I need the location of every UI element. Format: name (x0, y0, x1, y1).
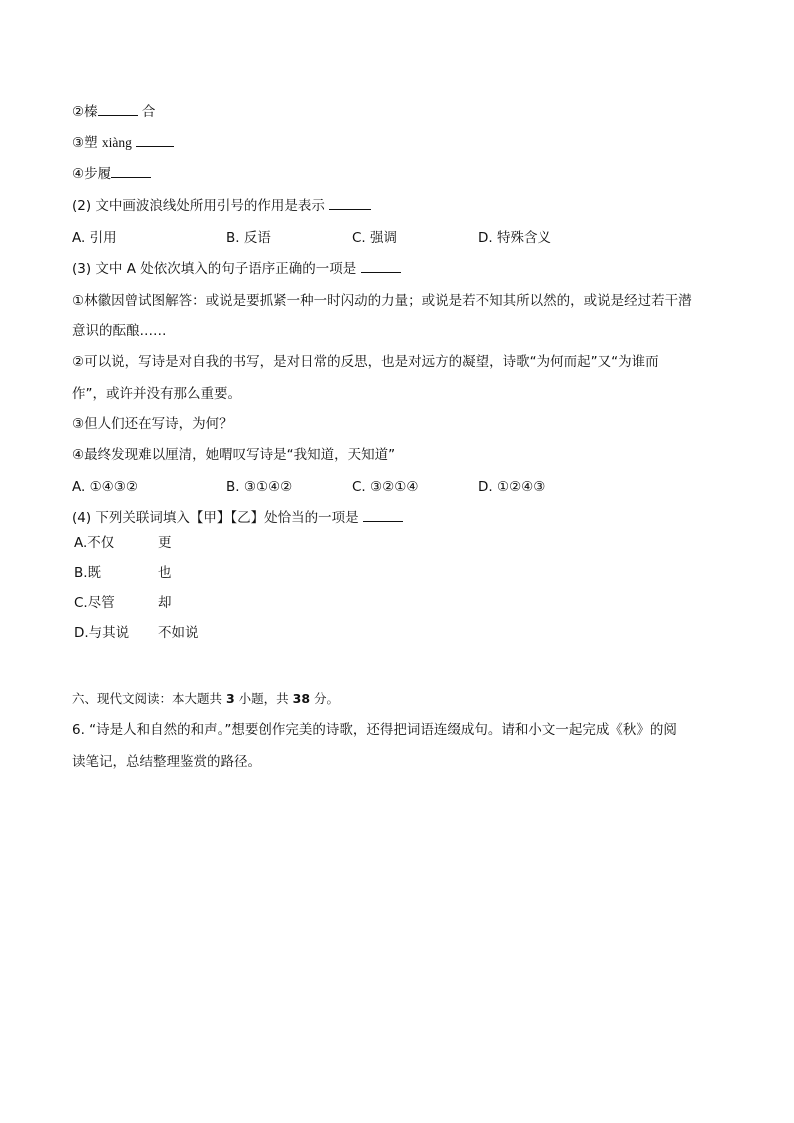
sentence-1-line-1: ①林徽因曾试图解答：或说是要抓紧一种一时闪动的力量；或说是若不知其所以然的，或说是经过若干潜 (72, 293, 692, 309)
item-3-line: ③塑 xiàng (72, 134, 174, 152)
answer-blank[interactable] (111, 165, 151, 178)
answer-blank[interactable] (98, 103, 138, 116)
q2-option-b[interactable]: B. 反语 (226, 230, 271, 246)
answer-blank[interactable] (361, 260, 401, 273)
q2-option-c[interactable]: C. 强调 (352, 230, 398, 246)
q4-option-b-second: 也 (158, 565, 172, 581)
answer-blank[interactable] (329, 197, 371, 210)
item-2-line: ②榛 合 (72, 104, 156, 120)
q4-option-d[interactable]: D.与其说 (74, 625, 130, 641)
question-6-line-1: 6. “诗是人和自然的和声。”想要创作完美的诗歌，还得把词语连缀成句。请和小文一起完成《秋》的阅 (72, 722, 677, 738)
q4-option-d-second: 不如说 (158, 625, 199, 641)
item-4-line: ④步履 (72, 165, 151, 183)
sentence-2-line-2: 作”，或许并没有那么重要。 (72, 386, 241, 402)
sentence-4: ④最终发现难以厘清，她喟叹写诗是“我知道，天知道” (72, 447, 396, 463)
question-4: (4) 下列关联词填入【甲】【乙】处恰当的一项是 (72, 509, 403, 527)
question-3: (3) 文中 A 处依次填入的句子语序正确的一项是 (72, 260, 401, 278)
sentence-3: ③但人们还在写诗，为何？ (72, 416, 233, 432)
q3-option-b[interactable]: B. ③①④② (226, 479, 293, 495)
section-6-heading: 六、现代文阅读：本大题共 3 小题，共 38 分。 (72, 691, 340, 706)
q3-option-a[interactable]: A. ①④③② (72, 479, 138, 495)
question-2: (2) 文中画波浪线处所用引号的作用是表示 (72, 197, 371, 215)
q2-option-a[interactable]: A. 引用 (72, 230, 117, 246)
sentence-1-line-2: 意识的酝酿…… (72, 323, 167, 339)
q4-option-a[interactable]: A.不仅 (74, 535, 115, 551)
q3-option-c[interactable]: C. ③②①④ (352, 479, 419, 495)
q4-option-c-second: 却 (158, 595, 172, 611)
q4-option-c[interactable]: C.尽管 (74, 595, 115, 611)
q4-option-a-second: 更 (158, 535, 172, 551)
q3-option-d[interactable]: D. ①②④③ (478, 479, 546, 495)
sentence-2-line-1: ②可以说，写诗是对自我的书写，是对日常的反思，也是对远方的凝望，诗歌“为何而起”又“为谁而 (72, 354, 659, 370)
question-6-line-2: 读笔记，总结整理鉴赏的路径。 (72, 754, 261, 770)
q2-option-d[interactable]: D. 特殊含义 (478, 230, 551, 246)
answer-blank[interactable] (136, 134, 174, 147)
answer-blank[interactable] (363, 509, 403, 522)
q4-option-b[interactable]: B.既 (74, 565, 102, 581)
